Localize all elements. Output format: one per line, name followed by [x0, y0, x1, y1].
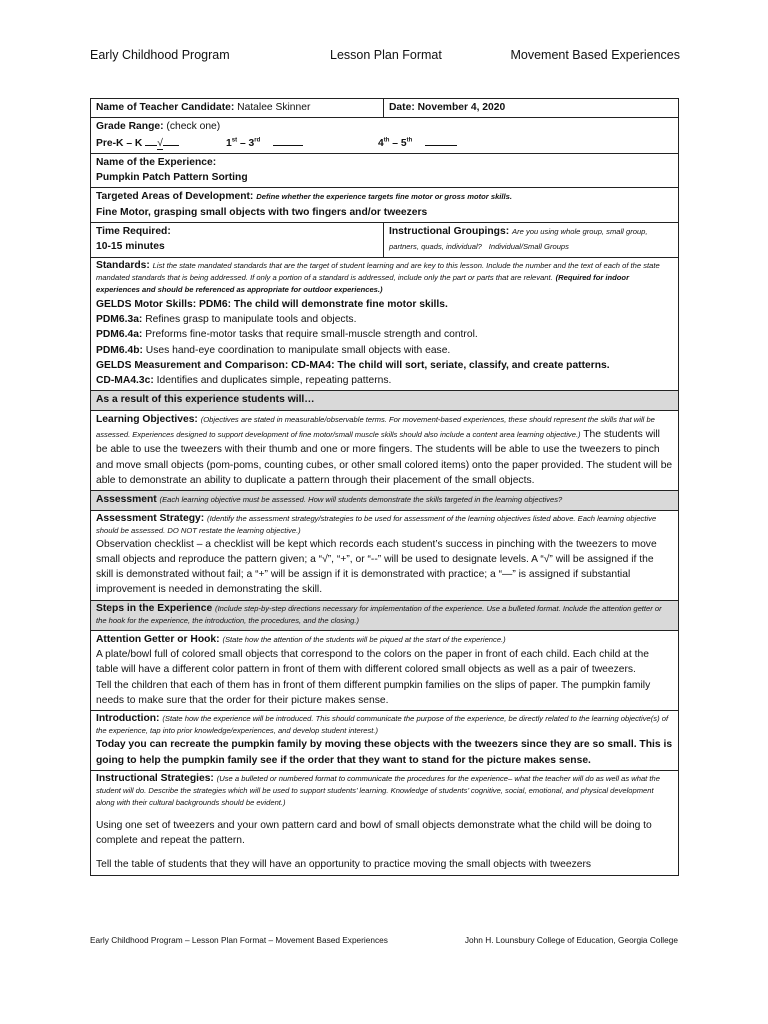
- footer-right: John H. Lounsbury College of Education, Georgia College: [464, 935, 678, 945]
- math-standard-heading: GELDS Measurement and Comparison: CD-MA4: The child will sort, seriate, classify, and create patterns.: [96, 359, 610, 371]
- lesson-plan-table: [90, 98, 679, 876]
- steps-banner: Steps in the Experience (Include step-by-step directions necessary for implementation of the experience. Use a bulleted format. Include the attention getter or the hook for the experience, the introduction, the procedures, and the closing.): [91, 600, 679, 630]
- attention-note: (State how the attention of the students will be piqued at the start of the experience.): [222, 634, 506, 644]
- experience-cell: [91, 153, 679, 188]
- instructional-note: (Use a bulleted or numbered format to communicate the procedures for the experience– what the teacher will do as well as what the student will do. Describe the strategies which will be used to support students’ learning. Knowledge of students’ cognitive, social, emotional, and physical development along with their cultural backgrounds should be evident.): [96, 773, 660, 807]
- checkmark-icon: √: [157, 137, 163, 149]
- groupings-value: Individual/Small Groups: [488, 242, 569, 252]
- standards-cell: [91, 257, 679, 391]
- strategy-cell: [91, 510, 679, 600]
- targeted-row: [91, 188, 679, 223]
- objectives-note: (Objectives are stated in measurable/observable terms. For movement-based experiences, these should represent the skills that will be assessed. Experiences designed to support development of fine motor/small muscle skills should also include a content area learning objective.): [96, 414, 655, 440]
- targeted-note: Define whether the experience targets fine motor or gross motor skills.: [256, 192, 512, 202]
- standards-row: [91, 257, 679, 391]
- header-program: Early Childhood Program: [90, 48, 230, 62]
- introduction-row: [91, 711, 679, 771]
- instructional-cell: [91, 770, 679, 875]
- motor-standard-heading: GELDS Motor Skills: PDM6: The child will demonstrate fine motor skills.: [96, 298, 448, 310]
- header-format: Lesson Plan Format: [330, 48, 442, 62]
- strategy-text: Observation checklist – a checklist will be kept which records each student’s success in pinching with the tweezers to move small objects and reproduce the pattern given; a “√”, “+”, or “--” will be used to designate levels. A “√” will be assigned if the skill is demonstrated without fail; a “+” will be assign if it is demonstrated with practice; a “—” is assigned if substantial improvement is needed in demonstrating the skill.: [96, 538, 657, 596]
- introduction-note: (State how the experience will be introduced. This should communicate the purpose of the experience, be directly related to the learning objective(s) of the experience, tap into prior knowledge/experiences, and develop student interest.): [96, 714, 669, 736]
- grade-row: [91, 118, 679, 154]
- experience-name: Pumpkin Patch Pattern Sorting: [96, 172, 248, 184]
- objectives-row: [91, 410, 679, 490]
- grade-cell: [91, 118, 679, 154]
- instructional-paragraph: Using one set of tweezers and your own pattern card and bowl of small objects demonstrate what the child will be doing to complete and repeat the pattern.: [96, 819, 652, 847]
- standard-item: PDM6.3a: Refines grasp to manipulate tools and objects.: [96, 313, 357, 325]
- strategy-note: (Identify the assessment strategy/strategies to be used for assessment of the learning objectives listed above. Each learning objective should be assessed. DO NOT restate the learning objective.): [96, 513, 657, 535]
- targeted-cell: [91, 188, 679, 223]
- date-label: Date:: [389, 102, 415, 113]
- targeted-label: Targeted Areas of Development:: [96, 191, 254, 203]
- time-groupings-row: [91, 223, 679, 258]
- result-banner: As a result of this experience students will…: [91, 391, 679, 410]
- time-cell: [91, 223, 384, 258]
- attention-label: Attention Getter or Hook:: [96, 633, 220, 645]
- standards-label: Standards:: [96, 259, 150, 271]
- standard-item: PDM6.4a: Preforms fine-motor tasks that require small-muscle strength and control.: [96, 329, 478, 341]
- grade-option-4-5[interactable]: 4th – 5th: [378, 135, 457, 151]
- page-header: [90, 48, 680, 66]
- objectives-cell: [91, 410, 679, 490]
- attention-paragraph: A plate/bowl full of colored small objects that correspond to the colors on the paper in front of each child. Each child at the table will have a different color pattern in front of them with different colored small objects as well as a pair of tweezers.: [96, 649, 649, 676]
- grade-options: [96, 135, 673, 151]
- assessment-banner: Assessment (Each learning objective must be assessed. How will students demonstrate the skills targeted in the learning objectives?: [91, 491, 679, 510]
- grade-note: (check one): [166, 121, 221, 133]
- teacher-cell: [91, 99, 384, 118]
- grade-option-1-3[interactable]: 1st – 3rd: [226, 135, 378, 151]
- groupings-cell: [384, 223, 679, 258]
- instructional-paragraph: Tell the table of students that they will have an opportunity to practice moving the small objects with tweezers: [96, 859, 592, 871]
- steps-banner-row: [91, 600, 679, 630]
- teacher-date-row: [91, 99, 679, 118]
- experience-row: [91, 153, 679, 188]
- page-footer: [90, 935, 678, 949]
- strategy-row: [91, 510, 679, 600]
- objectives-label: Learning Objectives:: [96, 413, 198, 425]
- teacher-label: Name of Teacher Candidate:: [96, 102, 235, 113]
- groupings-label: Instructional Groupings:: [389, 226, 510, 238]
- footer-left: Early Childhood Program – Lesson Plan Format – Movement Based Experiences: [90, 935, 388, 945]
- groupings-note: Are you using whole group, small group, partners, quads, individual?: [389, 227, 648, 252]
- assessment-banner-row: [91, 491, 679, 510]
- introduction-label: Introduction:: [96, 713, 160, 725]
- introduction-text: Today you can recreate the pumpkin family by moving these objects with the tweezers since they are so small. This is going to help the pumpkin family see if the order that they want to stand for the picture makes sense.: [96, 739, 673, 766]
- grade-option-prek[interactable]: Pre-K – K √: [96, 135, 226, 151]
- grade-label: Grade Range:: [96, 121, 164, 133]
- targeted-value: Fine Motor, grasping small objects with two fingers and/or tweezers: [96, 206, 428, 218]
- strategy-label: Assessment Strategy:: [96, 512, 205, 524]
- time-label: Time Required:: [96, 226, 171, 238]
- time-value: 10-15 minutes: [96, 241, 165, 253]
- attention-paragraph: Tell the children that each of them has in front of them different pumpkin families on the slips of paper. The pumpkin family needs to make sure that the order for their picture makes sense.: [96, 679, 651, 706]
- standard-item: PDM6.4b: Uses hand-eye coordination to manipulate small objects with ease.: [96, 344, 451, 356]
- standard-item: CD-MA4.3c: Identifies and duplicates simple, repeating patterns.: [96, 375, 392, 387]
- introduction-cell: [91, 711, 679, 771]
- date-cell: [384, 99, 679, 118]
- standards-note: List the state mandated standards that are the target of student learning and are key to this lesson. Include the number and the text of each of the state mandated standards that is being addressed. If only a portion of a standard is addressed, include only the part or parts that are relevant.: [96, 260, 660, 282]
- instructional-label: Instructional Strategies:: [96, 772, 214, 784]
- attention-row: [91, 630, 679, 710]
- attention-cell: [91, 630, 679, 710]
- date-value: November 4, 2020: [417, 102, 506, 113]
- result-banner-row: [91, 391, 679, 410]
- standards-required-note: (Required for indoor experiences and should be referenced as appropriate for outdoor experiences.): [96, 272, 630, 294]
- experience-label: Name of the Experience:: [96, 156, 217, 168]
- teacher-name: Natalee Skinner: [237, 102, 311, 113]
- objectives-text: The students will be able to use the tweezers with their thumb and one or more fingers. The students will be able to use the tweezers to pinch and move small objects (pom-poms, counting cubes, or other small colored items) onto the paper provided. The student will be able to demonstrate an ability to duplicate a pattern through their placement of the small objects.: [96, 429, 673, 486]
- header-experience-type: Movement Based Experiences: [510, 48, 680, 62]
- instructional-row: [91, 770, 679, 875]
